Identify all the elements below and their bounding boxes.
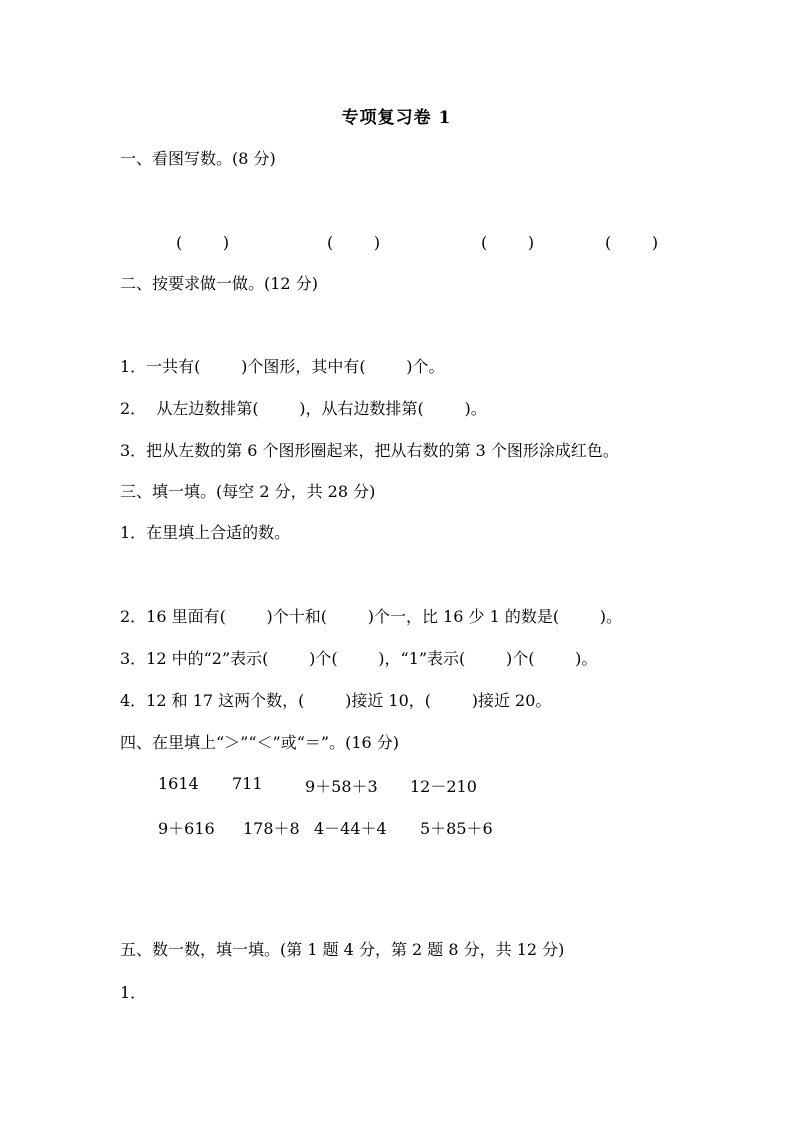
section-3-question-1: 1．在里填上合适的数。: [120, 523, 291, 542]
compare-item: 1614: [158, 774, 199, 793]
answer-blank-2: ( ): [327, 233, 381, 252]
answer-blank-3: ( ): [481, 233, 535, 252]
section-4-heading: 四、在里填上“＞”“＜”或“＝”。(16 分): [120, 733, 400, 752]
section-3-question-2: 2．16 里面有( )个十和( )个一，比 16 少 1 的数是( )。: [120, 607, 623, 626]
section-1-heading: 一、看图写数。(8 分): [120, 149, 276, 168]
compare-item: 4－44＋4: [314, 819, 387, 838]
section-3-question-3: 3．12 中的“2”表示( )个( )，“1”表示( )个( )。: [120, 649, 598, 668]
compare-item: 5＋85＋6: [420, 819, 493, 838]
section-5-question-1: 1．: [120, 983, 147, 1002]
answer-blank-1: ( ): [176, 233, 230, 252]
page-title: 专项复习卷 1: [341, 108, 452, 128]
compare-item: 12－210: [410, 777, 477, 796]
answer-blank-4: ( ): [605, 233, 659, 252]
section-5-heading: 五、数一数，填一填。(第 1 题 4 分，第 2 题 8 分，共 12 分): [120, 940, 565, 959]
section-2-question-3: 3．把从左数的第 6 个图形圈起来，把从右数的第 3 个图形涂成红色。: [120, 441, 619, 460]
section-2-question-2: 2． 从左边数排第( )，从右边数排第( )。: [120, 399, 487, 418]
compare-item: 9＋616: [158, 819, 215, 838]
section-3-question-4: 4．12 和 17 这两个数，( )接近 10，( )接近 20。: [120, 691, 552, 710]
section-2-heading: 二、按要求做一做。(12 分): [120, 274, 318, 293]
section-3-heading: 三、填一填。(每空 2 分，共 28 分): [120, 482, 376, 501]
compare-item: 9＋58＋3: [305, 777, 378, 796]
section-2-question-1: 1．一共有( )个图形，其中有( )个。: [120, 357, 445, 376]
compare-item: 178＋8: [243, 819, 300, 838]
compare-item: 711: [232, 774, 263, 793]
